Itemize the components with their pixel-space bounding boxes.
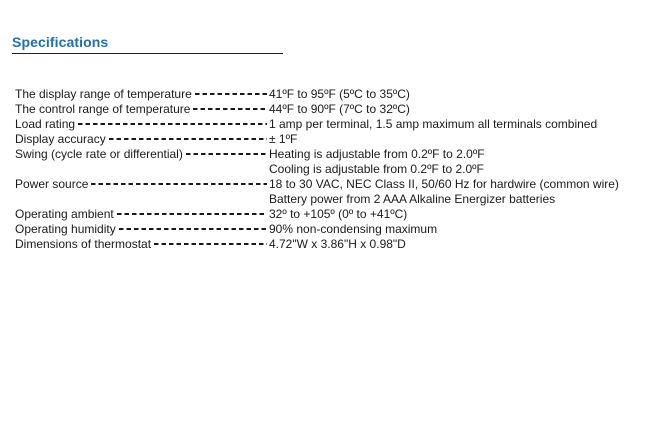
spec-value: 41ºF to 95ºF (5ºC to 35ºC) — [269, 87, 410, 101]
spec-value: Heating is adjustable from 0.2ºF to 2.0ºF — [269, 147, 485, 161]
spec-row-display-accuracy — [15, 132, 647, 147]
dotted-leader — [193, 108, 267, 110]
spec-row-dimensions — [15, 237, 647, 252]
specifications-table — [15, 87, 647, 252]
spec-label: Dimensions of thermostat — [15, 237, 152, 251]
spec-value: Cooling is adjustable from 0.2ºF to 2.0ºF — [269, 162, 484, 176]
spec-label: Operating ambient — [15, 207, 114, 221]
spec-value: 18 to 30 VAC, NEC Class II, 50/60 Hz for hardwire (common wire) — [269, 177, 619, 191]
spec-label: Load rating — [15, 117, 76, 131]
spec-label: Power source — [15, 177, 89, 191]
spec-row-load-rating — [15, 117, 647, 132]
spec-row-power-source — [15, 177, 647, 207]
dotted-leader — [195, 93, 267, 95]
spec-value: 44ºF to 90ºF (7ºC to 32ºC) — [269, 102, 410, 116]
spec-value: ± 1ºF — [269, 132, 298, 146]
spec-label: The control range of temperature — [15, 102, 191, 116]
spec-label: Operating humidity — [15, 222, 116, 236]
dotted-leader — [78, 123, 267, 125]
spec-value: Battery power from 2 AAA Alkaline Energizer batteries — [269, 192, 556, 206]
dotted-leader — [119, 228, 267, 230]
spec-value: 4.72"W x 3.86"H x 0.98"D — [269, 237, 406, 251]
spec-value: 90% non-condensing maximum — [269, 222, 438, 236]
section-heading: Specifications — [12, 34, 109, 50]
spec-label: The display range of temperature — [15, 87, 192, 101]
spec-label: Swing (cycle rate or differential) — [15, 147, 183, 161]
spec-value: 1 amp per terminal, 1.5 amp maximum all terminals combined — [269, 117, 598, 131]
dotted-leader — [91, 183, 267, 185]
spec-label: Display accuracy — [15, 132, 106, 146]
spec-row-control-range — [15, 102, 647, 117]
spec-row-operating-ambient — [15, 207, 647, 222]
spec-row-swing — [15, 147, 647, 177]
spec-row-operating-humidity — [15, 222, 647, 237]
spec-row-display-range — [15, 87, 647, 102]
dotted-leader — [186, 153, 267, 155]
spec-value: 32º to +105º (0º to +41ºC) — [269, 207, 408, 221]
dotted-leader — [154, 243, 267, 245]
dotted-leader — [109, 138, 267, 140]
heading-underline — [12, 53, 283, 54]
dotted-leader — [117, 213, 267, 215]
